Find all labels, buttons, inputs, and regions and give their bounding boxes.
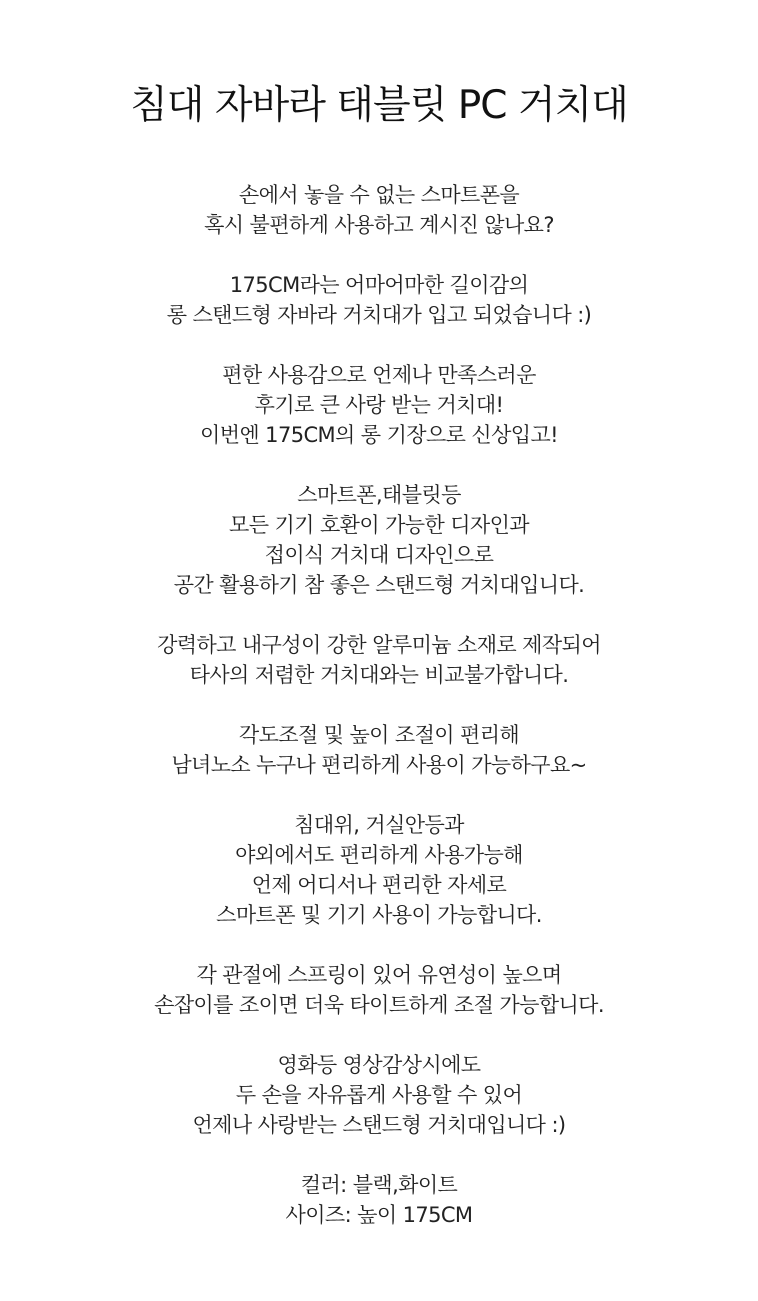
text-line: 영화등 영상감상시에도: [277, 1053, 481, 1077]
text-line: 남녀노소 누구나 편리하게 사용이 가능하구요~: [171, 753, 587, 777]
paragraph-intro: [0, 180, 758, 240]
text-line: 언제나 사랑받는 스탠드형 거치대입니다 :): [192, 1113, 566, 1137]
text-line: 침대위, 거실안등과: [294, 813, 464, 837]
text-line: 공간 활용하기 참 좋은 스탠드형 거치대입니다.: [173, 573, 585, 597]
paragraph-material: [0, 630, 758, 690]
text-line: 각 관절에 스프링이 있어 유연성이 높으며: [196, 963, 562, 987]
paragraph-reviews: [0, 360, 758, 450]
text-line: 스마트폰 및 기기 사용이 가능합니다.: [216, 903, 542, 927]
text-line: 손에서 놓을 수 없는 스마트폰을: [238, 183, 520, 207]
text-line: 각도조절 및 높이 조절이 편리해: [238, 723, 520, 747]
text-line: 두 손을 자유롭게 사용할 수 있어: [235, 1083, 523, 1107]
description-body: [0, 180, 758, 1260]
paragraph-video: [0, 1050, 758, 1140]
paragraph-joints: [0, 960, 758, 1020]
paragraph-usage: [0, 810, 758, 930]
paragraph-specs: [0, 1170, 758, 1230]
text-line: 편한 사용감으로 언제나 만족스러운: [222, 363, 536, 387]
text-line: 언제 어디서나 편리한 자세로: [251, 873, 507, 897]
page-title: 침대 자바라 태블릿 PC 거치대: [130, 83, 628, 128]
color-spec: 컬러: 블랙,화이트: [300, 1173, 458, 1197]
text-line: 모든 기기 호환이 가능한 디자인과: [229, 513, 529, 537]
text-line: 접이식 거치대 디자인으로: [264, 543, 494, 567]
paragraph-compatibility: [0, 480, 758, 600]
text-line: 손잡이를 조이면 더욱 타이트하게 조절 가능합니다.: [154, 993, 604, 1017]
text-line: 이번엔 175CM의 롱 기장으로 신상입고!: [200, 423, 558, 447]
paragraph-adjustment: [0, 720, 758, 780]
text-line: 야외에서도 편리하게 사용가능해: [235, 843, 523, 867]
text-line: 스마트폰,태블릿등: [297, 483, 461, 507]
text-line: 후기로 큰 사랑 받는 거치대!: [254, 393, 504, 417]
size-spec: 사이즈: 높이 175CM: [285, 1203, 473, 1227]
text-line: 타사의 저렴한 거치대와는 비교불가합니다.: [189, 663, 569, 687]
text-line: 혹시 불편하게 사용하고 계시진 않나요?: [204, 213, 554, 237]
text-line: 175CM라는 어마어마한 길이감의: [229, 273, 529, 297]
text-line: 롱 스탠드형 자바라 거치대가 입고 되었습니다 :): [166, 303, 592, 327]
text-line: 강력하고 내구성이 강한 알루미늄 소재로 제작되어: [157, 633, 601, 657]
paragraph-length: [0, 270, 758, 330]
